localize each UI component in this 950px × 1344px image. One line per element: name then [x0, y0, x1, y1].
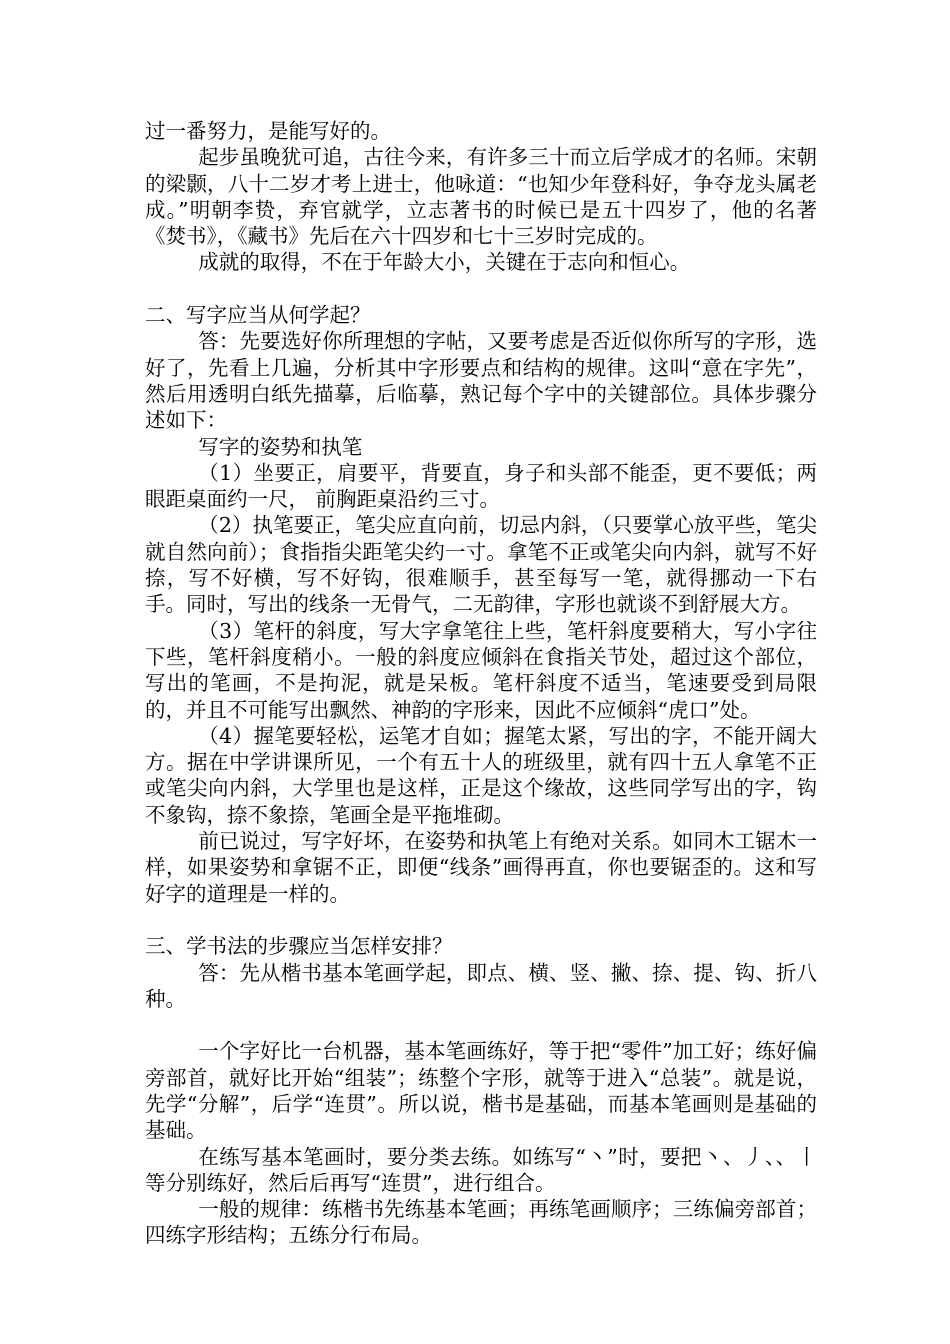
- paragraph: （2）执笔要正，笔尖应直向前，切忌内斜，（只要掌心放平些，笔尖就自然向前）；食指指尖距笔尖约一寸。拿笔不正或笔尖向内斜，就写不好捺，写不好横，写不好钩，很难顺手，甚至每写一笔，就得挪动一下右手。同时，写出的线条一无骨气，二无韵律，字形也就谈不到舒展大方。: [145, 513, 817, 617]
- paragraph: 成就的取得，不在于年龄大小，关键在于志向和恒心。: [198, 250, 691, 275]
- paragraph: 一个字好比一台机器，基本笔画练好，等于把“零件”加工好；练好偏旁部首，就好比开始“组装”；练整个字形，就等于进入“总装”。就是说，先学“分解”，后学“连贯”。所以说，楷书是基础，而基本笔画则是基础的基础。: [145, 1039, 817, 1143]
- paragraph: 一般的规律：练楷书先练基本笔画；再练笔画顺序；三练偏旁部首；四练字形结构；五练分行布局。: [145, 1197, 817, 1248]
- paragraph: 答：先要选好你所理想的字帖，又要考虑是否近似你所写的字形，选好了，先看上几遍，分析其中字形要点和结构的规律。这叫“意在字先”，然后用透明白纸先描摹，后临摹，熟记每个字中的关键部位。具体步骤分述如下：: [145, 329, 817, 433]
- section-heading: 二、写字应当从何学起？: [145, 303, 371, 328]
- paragraph: 起步虽晚犹可追，古往今来，有许多三十而立后学成才的名师。宋朝的梁颢，八十二岁才考上进士，他咏道：“也知少年登科好，争夺龙头属老成。”明朝李贽，弃官就学，立志著书的时候已是五十四岁了，他的名著《焚书》，《藏书》先后在六十四岁和七十三岁时完成的。: [145, 145, 817, 249]
- paragraph: 答：先从楷书基本笔画学起，即点、横、竖、撇、捺、提、钩、折八种。: [145, 960, 817, 1011]
- paragraph: 写字的姿势和执笔: [198, 434, 363, 459]
- paragraph: 前已说过，写字好坏，在姿势和执笔上有绝对关系。如同木工锯木一样，如果姿势和拿锯不正，即便“线条”画得再直，你也要锯歪的。这和写好字的道理是一样的。: [145, 829, 817, 906]
- paragraph: （1）坐要正，肩要平，背要直，身子和头部不能歪，更不要低；两眼距桌面约一尺， 前胸距桌沿约三寸。: [145, 460, 817, 512]
- document-body: [145, 118, 817, 1249]
- paragraph: 在练写基本笔画时，要分类去练。如练写“丶”时，要把丶、丿、、丨等分别练好，然后后再写“连贯”，进行组合。: [145, 1144, 817, 1195]
- paragraph: （3）笔杆的斜度，写大字拿笔往上些，笔杆斜度要稍大，写小字往下些，笔杆斜度稍小。一般的斜度应倾斜在食指关节处，超过这个部位，写出的笔画，不是拘泥，就是呆板。笔杆斜度不适当，笔速要受到局限的，并且不可能写出飘然、神韵的字形来，因此不应倾斜“虎口”处。: [145, 618, 817, 722]
- blank-line: [145, 276, 817, 302]
- blank-line: [145, 1012, 817, 1038]
- paragraph: （4）握笔要轻松，运笔才自如；握笔太紧，写出的字，不能开阔大方。据在中学讲课所见，一个有五十人的班级里，就有四十五人拿笔不正或笔尖向内斜，大学里也是这样，正是这个缘故，这些同学写出的字，钩不象钩，捺不象捺，笔画全是平拖堆砌。: [145, 723, 817, 827]
- paragraph: 过一番努力，是能写好的。: [145, 119, 391, 143]
- blank-line: [145, 907, 817, 933]
- section-heading: 三、学书法的步骤应当怎样安排？: [145, 934, 453, 959]
